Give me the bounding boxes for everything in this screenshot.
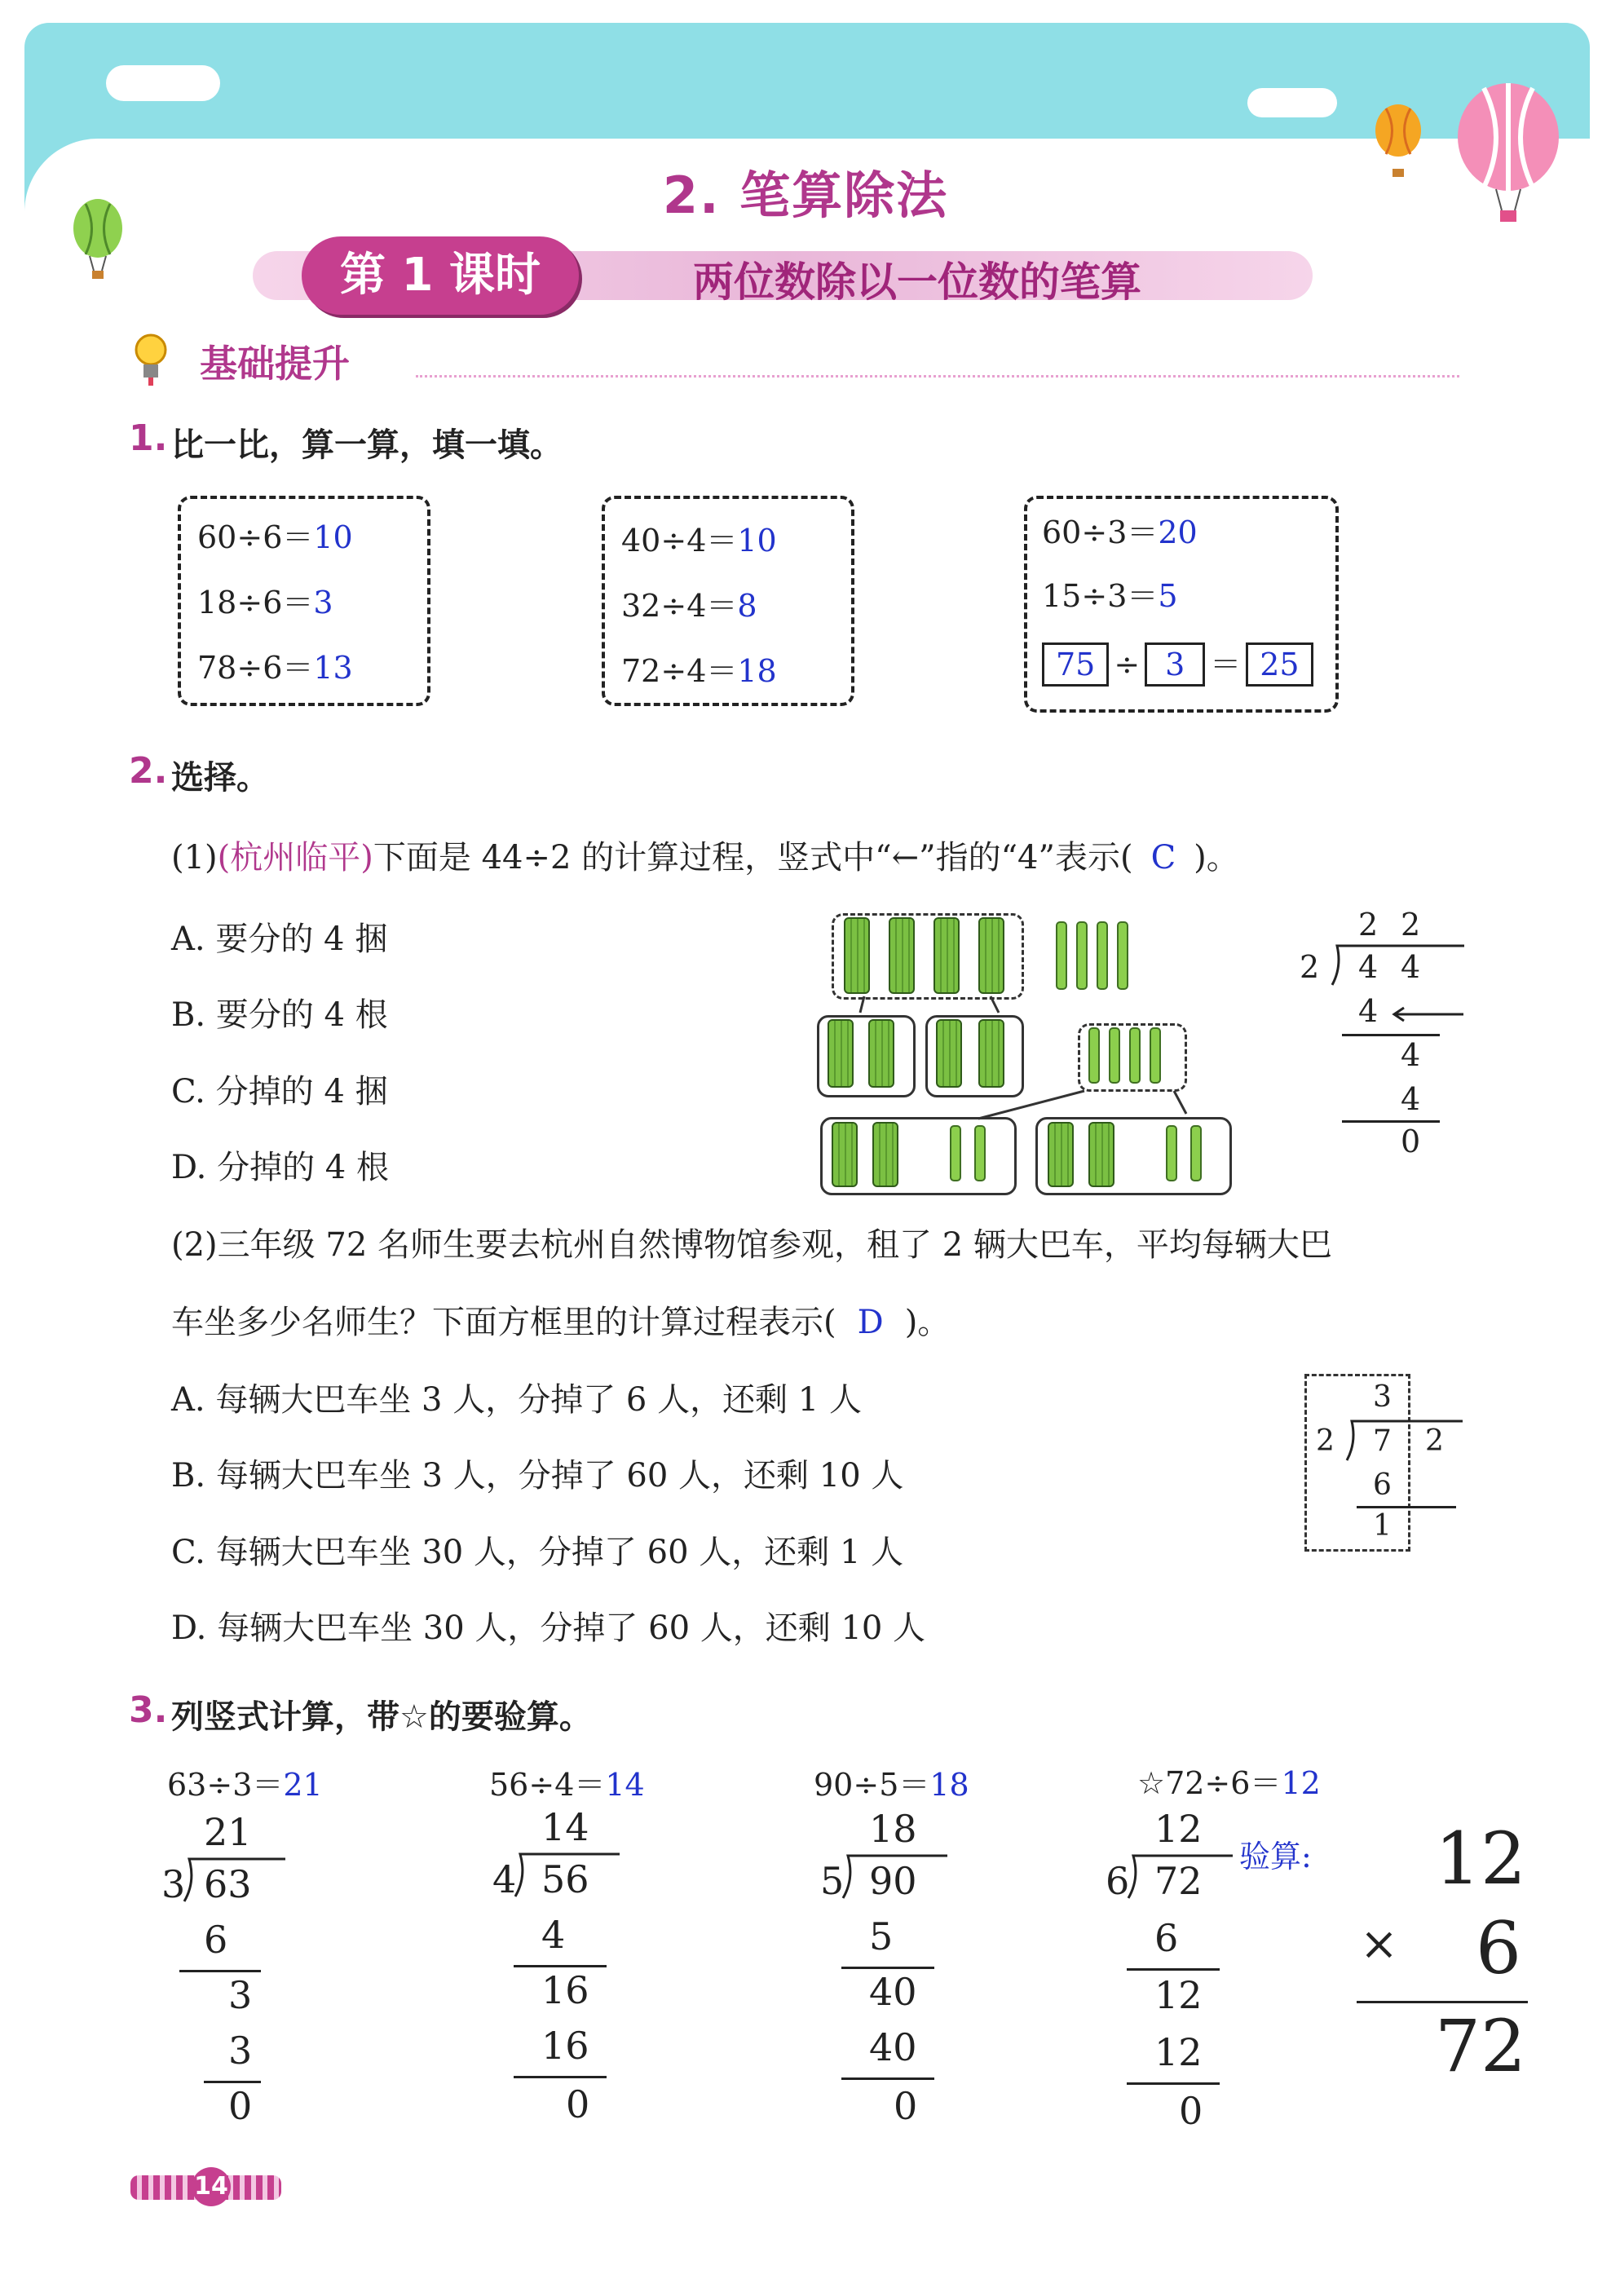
- long-division: 18 5 90 5 40 40 0: [817, 1807, 947, 2133]
- boxed-equation: 75 ÷ 3 ＝ 25: [1037, 639, 1318, 687]
- answer-box: 3: [1145, 642, 1205, 687]
- answer: 13: [313, 650, 353, 686]
- question-text: 选择。: [171, 759, 269, 797]
- answer-box: 75: [1042, 642, 1109, 687]
- answer: 8: [737, 588, 757, 624]
- equation: 63÷3＝21: [167, 1767, 323, 1803]
- option: B. 每辆大巴车坐 3 人，分掉了 60 人，还剩 10 人: [171, 1457, 904, 1495]
- equation: ☆72÷6＝12: [1137, 1765, 1321, 1801]
- answer: 18: [929, 1767, 969, 1803]
- equation: 78÷6＝13: [197, 650, 353, 686]
- question-number: 2.: [129, 750, 168, 792]
- equation: 60÷6＝10: [197, 519, 353, 555]
- cloud-decoration: [1247, 88, 1337, 117]
- option: C. 分掉的 4 捆: [171, 1073, 388, 1110]
- option: A. 每辆大巴车坐 3 人，分掉了 6 人，还剩 1 人: [171, 1381, 862, 1419]
- lightbulb-icon: [130, 330, 171, 387]
- equation: 18÷6＝3: [197, 585, 333, 620]
- answer: 14: [605, 1767, 645, 1803]
- section-title: 基础提升: [200, 342, 350, 386]
- answer: 12: [1281, 1765, 1321, 1801]
- subquestion: (1)(杭州临平)下面是 44÷2 的计算过程，竖式中“←”指的“4”表示( C )。: [171, 839, 1239, 876]
- question-text: 比一比，算一算，填一填。: [171, 426, 563, 464]
- long-division: 3 2 7 2 6 1: [1304, 1374, 1468, 1553]
- check-label: 验算:: [1239, 1839, 1312, 1874]
- answer-box: 25: [1246, 642, 1313, 687]
- question-number: 1.: [129, 417, 168, 459]
- option: B. 要分的 4 根: [171, 996, 388, 1034]
- page-number: 14: [192, 2167, 231, 2206]
- option: D. 每辆大巴车坐 30 人，分掉了 60 人，还剩 10 人: [171, 1609, 926, 1647]
- check-multiplication: 12 × 6 72: [1353, 1817, 1533, 2086]
- answer: 18: [737, 653, 777, 689]
- long-division: 21 3 63 6 3 3 0: [155, 1810, 285, 2136]
- answer: 20: [1158, 514, 1198, 550]
- subquestion: 车坐多少名师生？下面方框里的计算过程表示( D )。: [171, 1304, 951, 1341]
- option: C. 每辆大巴车坐 30 人，分掉了 60 人，还剩 1 人: [171, 1534, 904, 1571]
- long-division: 2 2 2 4 4 4 4 4 0: [1288, 897, 1468, 1166]
- answer: C: [1150, 839, 1176, 876]
- equation: 56÷4＝14: [489, 1767, 645, 1803]
- equation: 32÷4＝8: [621, 588, 757, 624]
- equation: 40÷4＝10: [621, 523, 777, 559]
- question-number: 3.: [129, 1689, 168, 1731]
- question-text: 列竖式计算，带☆的要验算。: [171, 1698, 592, 1736]
- cloud-decoration: [106, 65, 220, 101]
- section-divider: [416, 375, 1459, 378]
- option: D. 分掉的 4 根: [171, 1149, 389, 1186]
- arrow-left-icon: [1386, 1004, 1468, 1024]
- long-division: 14 4 56 4 16 16 0: [489, 1805, 620, 2131]
- source-tag: (杭州临平): [217, 839, 373, 876]
- answer: 21: [283, 1767, 323, 1803]
- option: A. 要分的 4 捆: [171, 921, 388, 958]
- bundles-illustration: [815, 905, 1239, 1199]
- answer: 10: [737, 523, 777, 559]
- answer: 3: [313, 585, 333, 620]
- equation: 15÷3＝5: [1042, 578, 1178, 614]
- answer: 10: [313, 519, 353, 555]
- long-division: 12 6 72 6 12 12 0: [1102, 1807, 1233, 2141]
- equation: 72÷4＝18: [621, 653, 777, 689]
- lesson-topic: 两位数除以一位数的笔算: [693, 258, 1141, 306]
- answer: 5: [1158, 578, 1178, 614]
- page-title: 2. 笔算除法: [662, 166, 949, 225]
- equation: 90÷5＝18: [814, 1767, 969, 1803]
- subquestion: (2)三年级 72 名师生要去杭州自然博物馆参观，租了 2 辆大巴车，平均每辆大巴: [171, 1226, 1332, 1264]
- answer: D: [857, 1304, 884, 1341]
- lesson-label: 第 1 课时: [302, 236, 579, 315]
- equation: 60÷3＝20: [1042, 514, 1198, 550]
